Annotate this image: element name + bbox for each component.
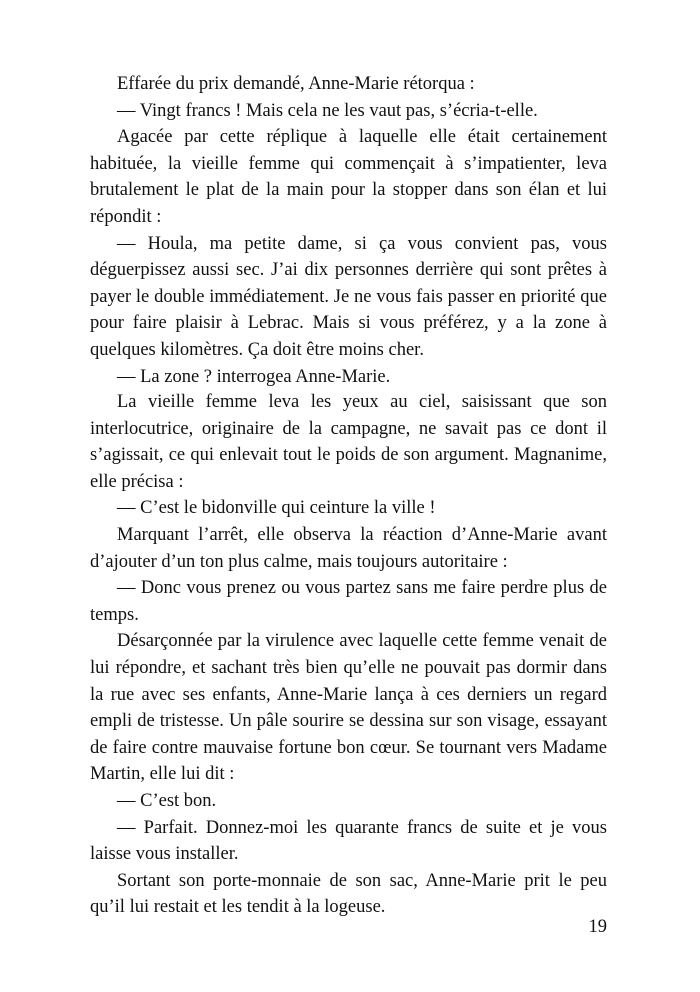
paragraph: — C’est le bidonville qui ceinture la ville ! <box>117 498 436 519</box>
paragraph: Marquant l’arrêt, elle observa la réaction d’Anne-Marie avant d’ajouter d’un ton plus calme, mais toujours autoritaire : <box>90 524 607 572</box>
paragraph: Sortant son porte-monnaie de son sac, Anne-Marie prit le peu qu’il lui restait et les tendit à la logeuse. <box>90 870 607 918</box>
page-number: 19 <box>588 917 607 937</box>
paragraph: — C’est bon. <box>117 790 217 811</box>
paragraph: Agacée par cette réplique à laquelle elle était certainement habituée, la vieille femme qui commençait à s’impatienter, leva brutalement le plat de la main pour la stopper dans son élan et lui répondit : <box>90 127 607 227</box>
text-block-2 <box>90 389 607 921</box>
paragraph: — Donc vous prenez ou vous partez sans me faire perdre plus de temps. <box>90 578 607 625</box>
paragraph: — La zone ? interrogea Anne-Marie. <box>117 366 391 387</box>
paragraph: — Houla, ma petite dame, si ça vous convient pas, vous déguerpissez aussi sec. J’ai dix personnes derrière qui sont prêtes à payer le double immédiatement. Je ne vous fais passer en priorité que pour faire plaisir à Lebrac. Mais si vous préférez, y a la zone à quelques kilomètres. Ça doit être moins cher. <box>90 233 607 360</box>
paragraph: Désarçonnée par la virulence avec laquelle cette femme venait de lui répondre, et sachant très bien qu’elle ne pouvait pas dormir dans la rue avec ses enfants, Anne-Marie lança à ces derniers un regard empli de tristesse. Un pâle sourire se dessina sur son visage, essayant de faire contre mauvaise fortune bon cœur. Se tournant vers Madame Martin, elle lui dit : <box>90 631 607 785</box>
paragraph: Effarée du prix demandé, Anne-Marie rétorqua : <box>117 74 475 94</box>
text-block-1 <box>90 71 607 390</box>
paragraph: — Vingt francs ! Mais cela ne les vaut pas, s’écria-t-elle. <box>117 100 538 121</box>
paragraph: La vieille femme leva les yeux au ciel, saisissant que son interlocutrice, originaire de la campagne, ne savait pas ce dont il s’agissait, ce qui enlevait tout le poids de son argument. Magnanime, elle précisa : <box>90 392 607 492</box>
paragraph: — Parfait. Donnez-moi les quarante francs de suite et je vous laisse vous installer. <box>90 817 607 865</box>
